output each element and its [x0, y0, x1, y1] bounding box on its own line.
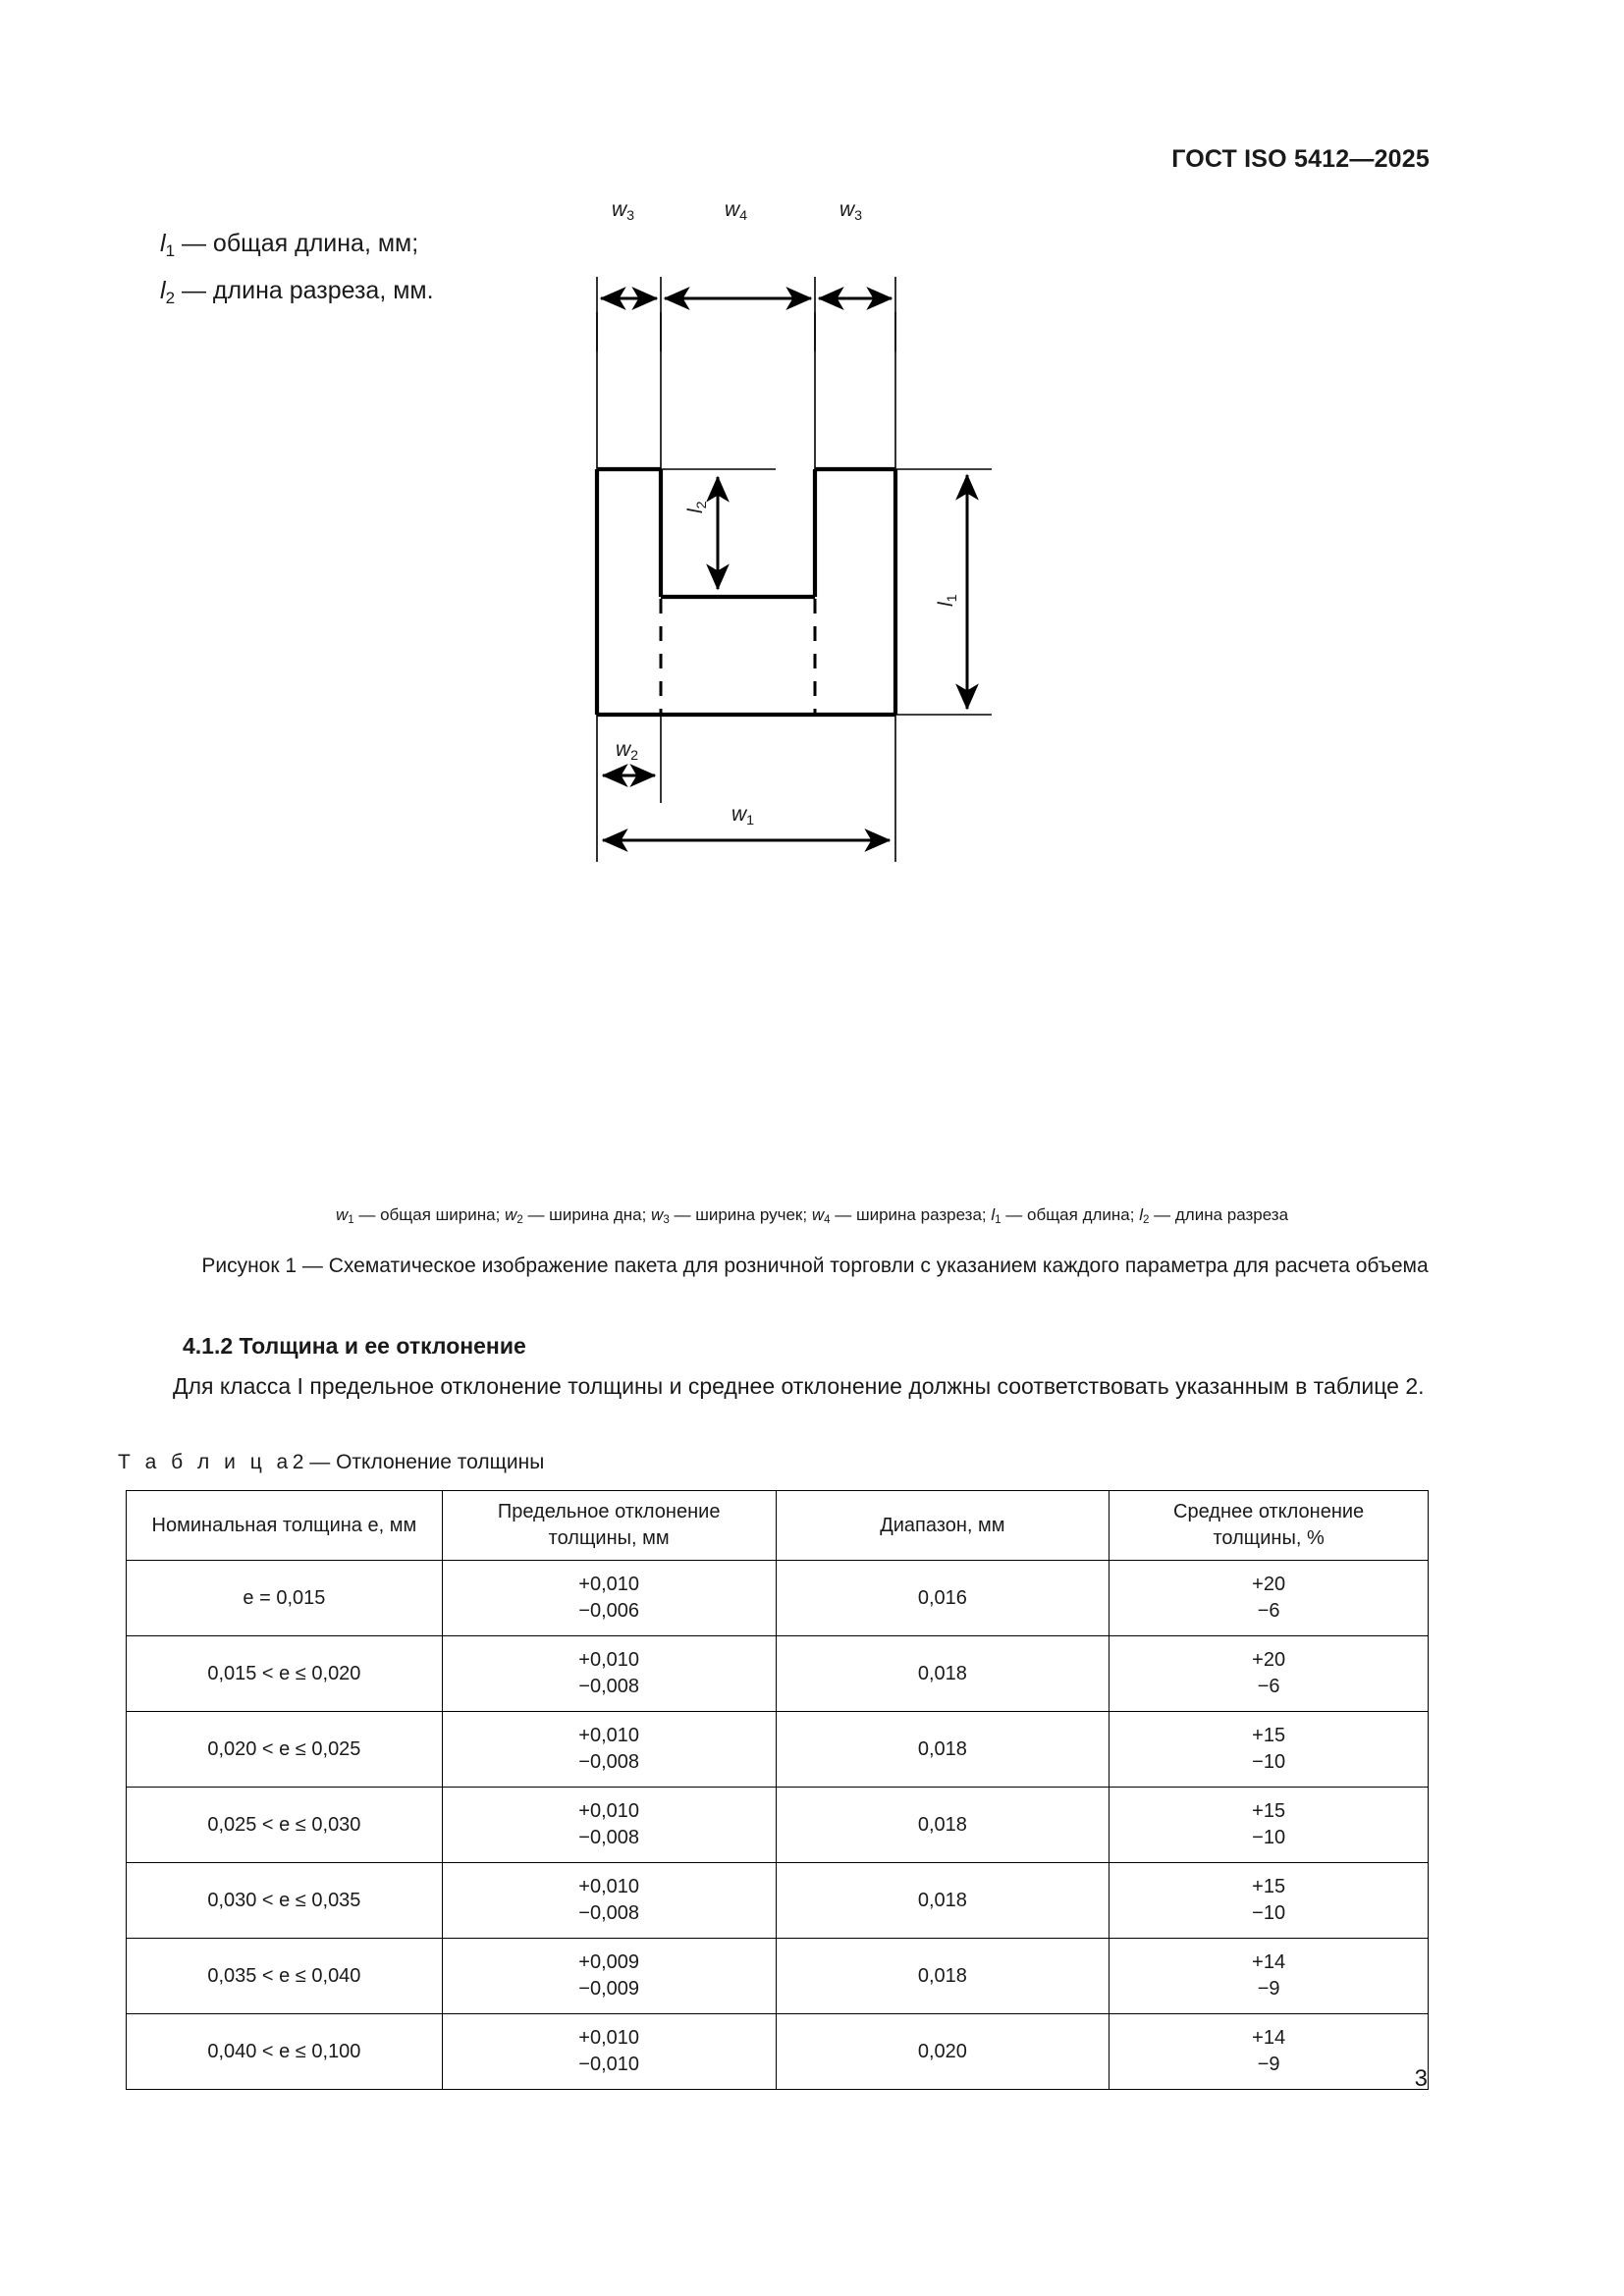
cell-tolerance: +0,010 −0,008	[442, 1788, 776, 1863]
cell-range: 0,018	[776, 1636, 1110, 1712]
cell-tolerance: +0,010 −0,006	[442, 1561, 776, 1636]
label-l2: $l_2$	[684, 501, 710, 513]
table-row	[127, 1712, 1429, 1788]
figure-1-drawing	[0, 312, 1624, 1205]
cell-average: +20 −6	[1110, 1561, 1429, 1636]
cell-tolerance: +0,010 −0,010	[442, 2014, 776, 2090]
cell-nominal: 0,030 < e ≤ 0,035	[127, 1863, 443, 1939]
table-caption-title: Отклонение толщины	[336, 1451, 545, 1473]
legend-entry: $w_3$ — ширина ручек;	[651, 1205, 812, 1227]
table-caption-dash: —	[303, 1451, 337, 1473]
cell-range: 0,018	[776, 1863, 1110, 1939]
cell-average: +14 −9	[1110, 2014, 1429, 2090]
table-row	[127, 1863, 1429, 1939]
cell-average: +15 −10	[1110, 1863, 1429, 1939]
page-number: 3	[1414, 2065, 1428, 2092]
cell-nominal: 0,035 < e ≤ 0,040	[127, 1939, 443, 2014]
legend-entry: $w_1$ — общая ширина;	[335, 1205, 506, 1227]
fold-lines-dashed	[661, 599, 815, 713]
figure-caption-line-1: Рисунок 1 — Схематическое изображение пакета для розничной торговли с указанием каждого параметра для	[201, 1255, 1270, 1277]
figure-1-top-dimensions	[0, 234, 1624, 351]
clause-paragraph-4-1-2	[118, 1370, 1429, 1402]
table-row	[127, 1561, 1429, 1636]
cell-range: 0,016	[776, 1561, 1110, 1636]
page-header-standard-number: ГОСТ ISO 5412—2025	[1171, 145, 1430, 173]
clause-heading-4-1-2: 4.1.2 Толщина и ее отклонение	[183, 1333, 526, 1359]
cell-tolerance: +0,009 −0,009	[442, 1939, 776, 2014]
table-row	[127, 1788, 1429, 1863]
cell-average: +15 −10	[1110, 1788, 1429, 1863]
legend-entry: $l_1$ — общая длина;	[991, 1205, 1140, 1227]
symbol-l2: $l_2$	[160, 276, 176, 307]
cell-tolerance: +0,010 −0,008	[442, 1863, 776, 1939]
label-l1: $l_1$	[935, 594, 960, 607]
symbol-definition-text: — длина разреза, мм.	[175, 276, 434, 304]
symbol-l1: $l_1$	[160, 230, 176, 260]
figure-1-legend	[0, 1205, 1624, 1226]
figure-1-caption	[187, 1252, 1443, 1281]
table-caption-prefix: Т а б л и ц а	[118, 1451, 293, 1473]
column-header-nominal-thickness: Номинальная толщина e, мм	[127, 1491, 443, 1561]
cell-range: 0,018	[776, 1788, 1110, 1863]
cell-tolerance: +0,010 −0,008	[442, 1712, 776, 1788]
column-header-average-deviation: Среднее отклонение толщины, %	[1110, 1491, 1429, 1561]
table-caption-number: 2	[292, 1451, 304, 1473]
label-w2: $w_2$	[616, 738, 639, 764]
legend-entry: $w_4$ — ширина разреза;	[811, 1205, 992, 1227]
cell-nominal: 0,015 < e ≤ 0,020	[127, 1636, 443, 1712]
cell-nominal: e = 0,015	[127, 1561, 443, 1636]
figure-caption-line-2: расчета объема	[1274, 1255, 1429, 1277]
table-row	[127, 1939, 1429, 2014]
cell-range: 0,020	[776, 2014, 1110, 2090]
column-header-limit-deviation: Предельное отклонение толщины, мм	[442, 1491, 776, 1561]
table-2-caption	[118, 1451, 544, 1474]
bag-outline	[597, 469, 895, 715]
label-w4: $w_4$	[725, 198, 748, 224]
paragraph-text: Для класса I предельное отклонение толщины и среднее отклонение должны соответствовать указанным в таблице 2.	[173, 1373, 1425, 1399]
table-2-thickness-deviation	[126, 1490, 1429, 2090]
cell-tolerance: +0,010 −0,008	[442, 1636, 776, 1712]
table-header-row	[127, 1491, 1429, 1561]
cell-average: +15 −10	[1110, 1712, 1429, 1788]
construction-lines	[597, 312, 992, 862]
symbol-definition-text: — общая длина, мм;	[175, 230, 419, 257]
label-w3-right: $w_3$	[839, 198, 863, 224]
top-extension-ticks	[597, 277, 895, 351]
legend-entry: $w_2$ — ширина дна;	[505, 1205, 652, 1227]
cell-nominal: 0,025 < e ≤ 0,030	[127, 1788, 443, 1863]
cell-average: +20 −6	[1110, 1636, 1429, 1712]
column-header-range: Диапазон, мм	[776, 1491, 1110, 1561]
legend-entry: $l_2$ — длина разреза	[1139, 1205, 1289, 1227]
cell-range: 0,018	[776, 1712, 1110, 1788]
table-row	[127, 2014, 1429, 2090]
label-w3-left: $w_3$	[612, 198, 635, 224]
cell-range: 0,018	[776, 1939, 1110, 2014]
cell-nominal: 0,020 < e ≤ 0,025	[127, 1712, 443, 1788]
cell-nominal: 0,040 < e ≤ 0,100	[127, 2014, 443, 2090]
label-w1: $w_1$	[731, 803, 755, 828]
table-row	[127, 1636, 1429, 1712]
cell-average: +14 −9	[1110, 1939, 1429, 2014]
